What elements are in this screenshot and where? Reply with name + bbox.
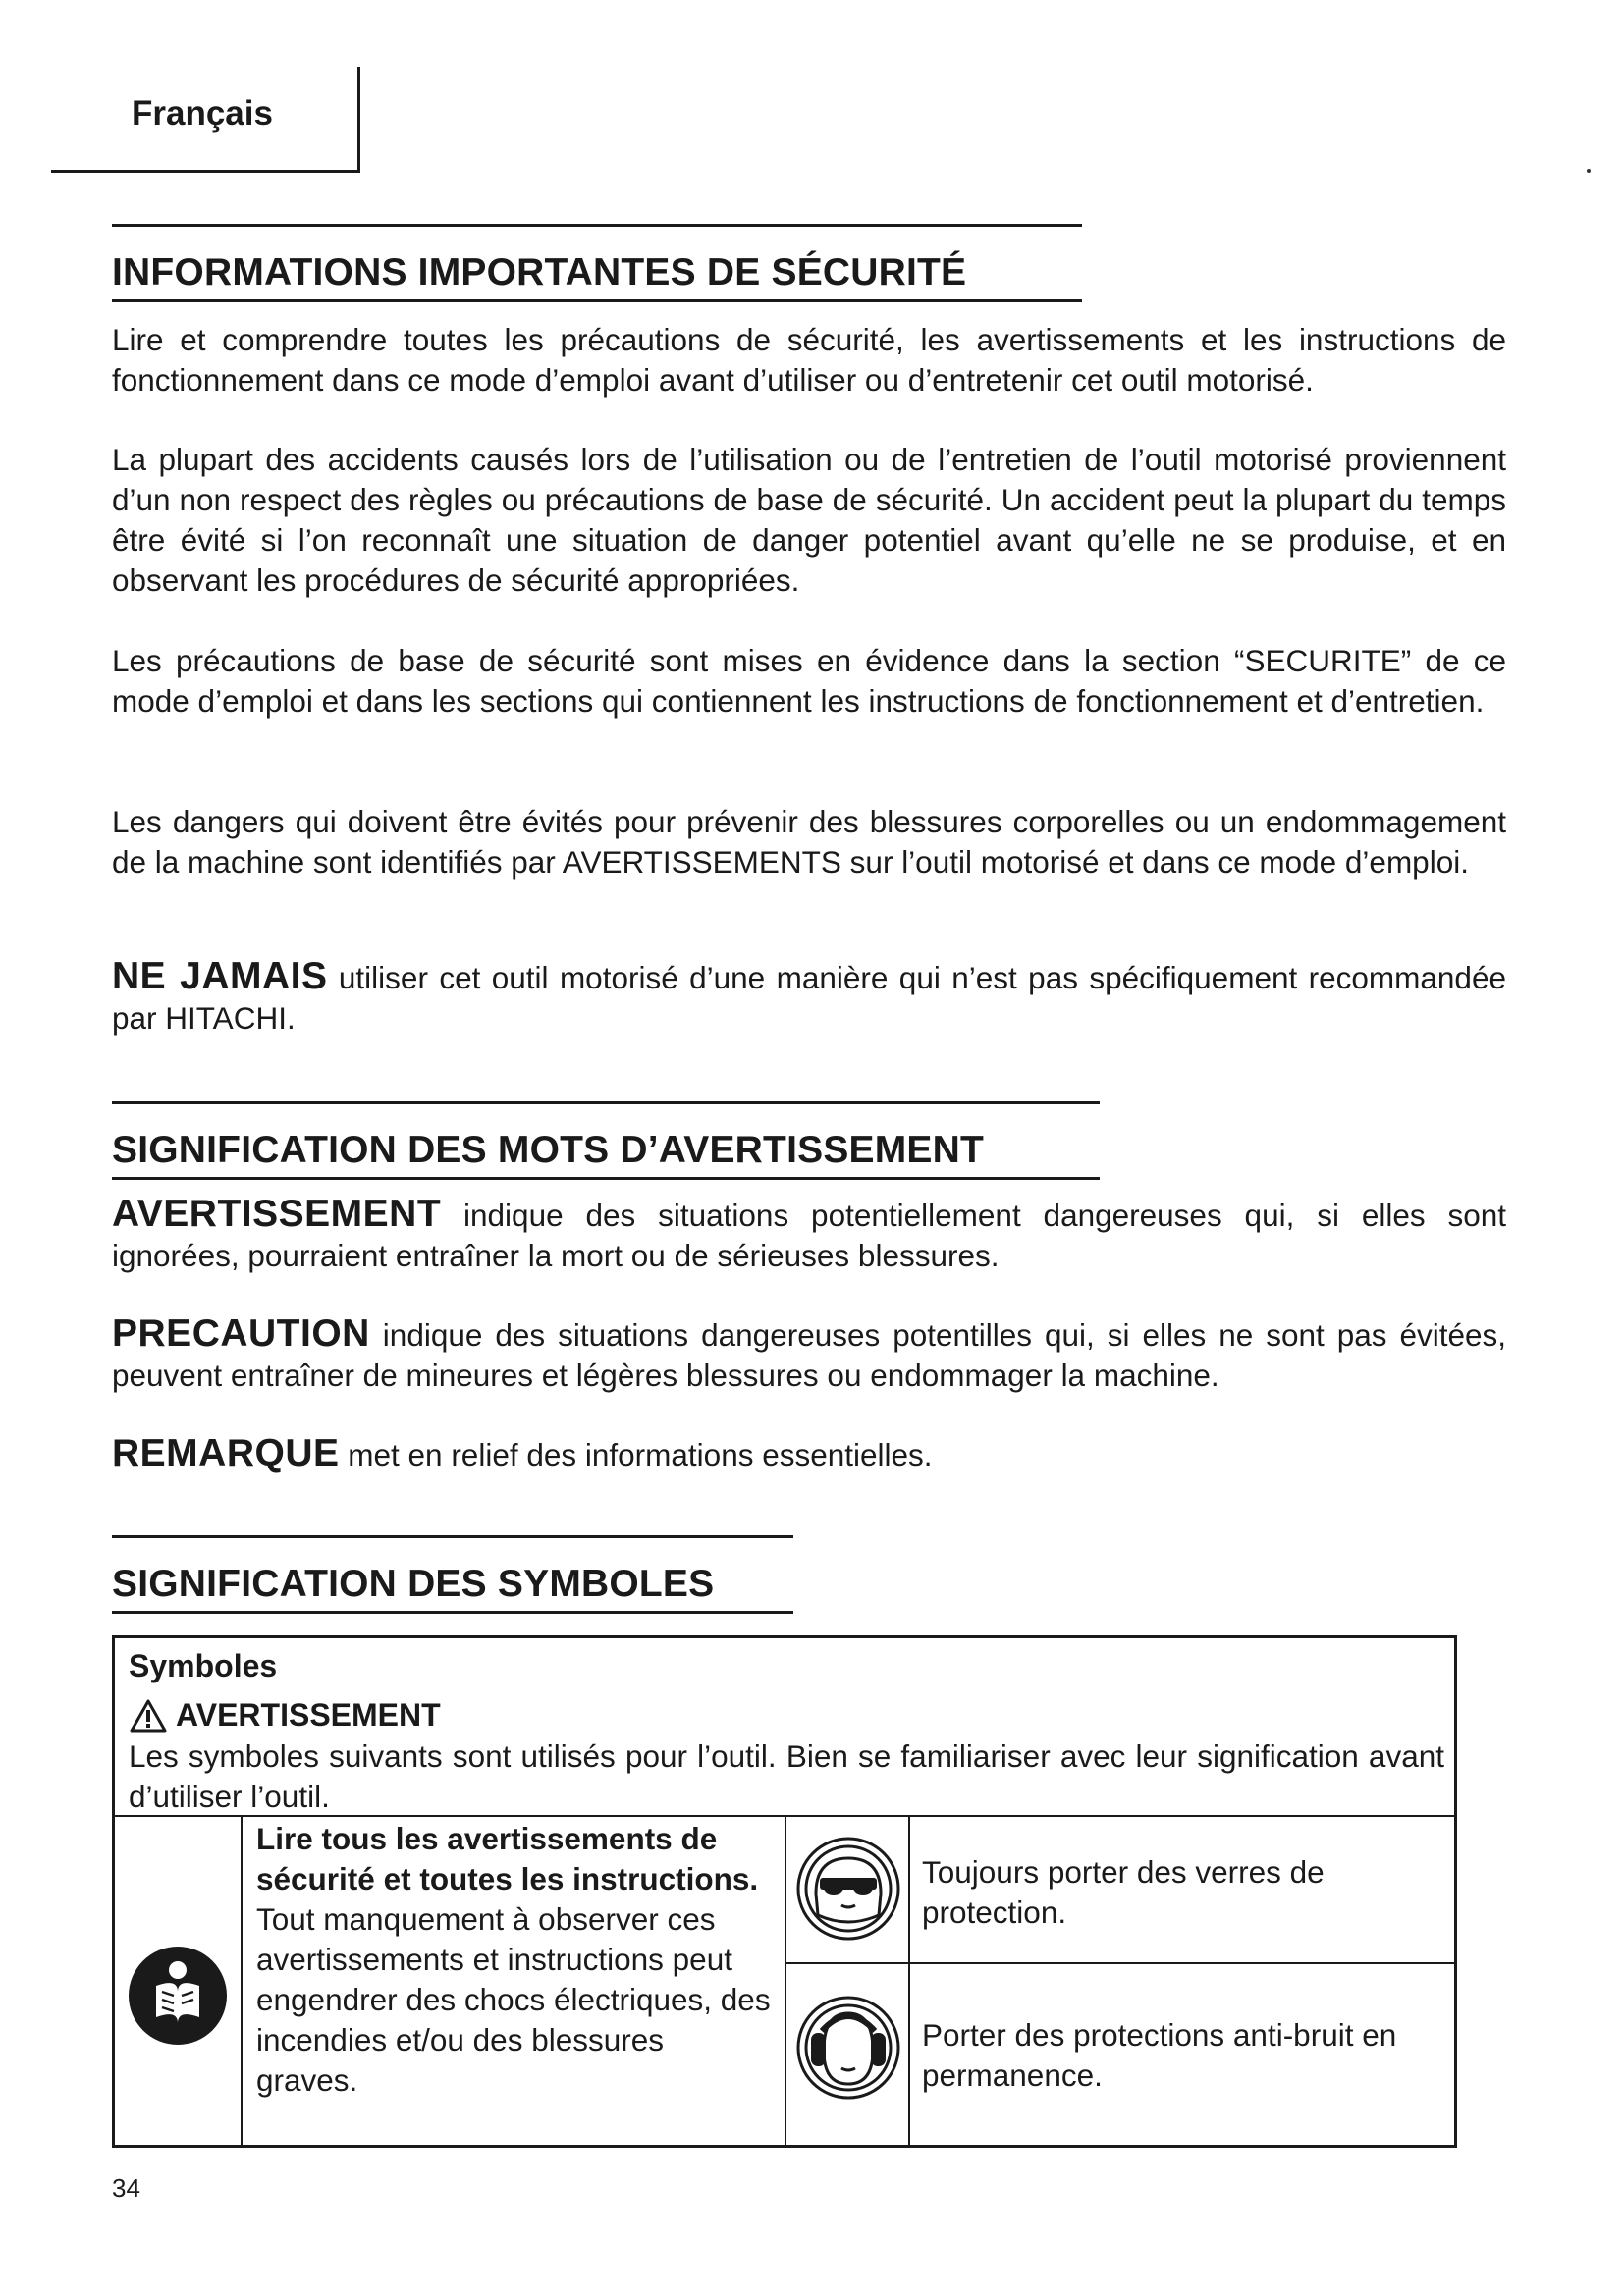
ear-muffs-icon <box>794 1994 902 2102</box>
symbols-warning-heading <box>129 1697 441 1734</box>
warning-word-avertissement <box>112 1194 1506 1276</box>
safety-glasses-icon <box>794 1835 902 1943</box>
language-label: Français <box>132 94 273 133</box>
grid-divider <box>241 1817 243 2147</box>
avertissement-lead: AVERTISSEMENT <box>112 1193 442 1235</box>
symbols-warning-label: AVERTISSEMENT <box>176 1697 441 1733</box>
page-number: 34 <box>112 2173 140 2203</box>
remarque-lead: REMARQUE <box>112 1432 340 1474</box>
grid-divider <box>785 1962 1454 1964</box>
symbols-box-title: Symboles <box>129 1648 278 1683</box>
section-title-warning-words: SIGNIFICATION DES MOTS D’AVERTISSEMENT <box>112 1101 1100 1180</box>
precaution-text: indique des situations dangereuses potentilles qui, si elles ne sont pas évitées, peuvent entraîner de mineures et légères blessures ou endommager la machine. <box>112 1317 1506 1393</box>
read-manual-icon <box>127 1945 229 2047</box>
avertissement-text: indique des situations potentiellement dangereuses qui, si elles sont ignorées, pourraient entraîner la mort ou de sérieuses blessures. <box>112 1198 1506 1273</box>
safety-paragraph-2: La plupart des accidents causés lors de l’utilisation ou de l’entretien de l’outil motorisé proviennent d’un non respect des règles ou précautions de base de sécurité. Un accident peut la plupart du temps être évité si l’on reconnaît une situation de danger potentiel avant qu’elle ne se produise, et en observant les procédures de sécurité appropriées. <box>112 442 1506 598</box>
never-text: utiliser cet outil motorisé d’une manière qui n’est pas spécifiquement recommandée par HITACHI. <box>112 960 1506 1036</box>
grid-divider <box>785 1817 786 2147</box>
eye-protection-text: Toujours porter des verres de protection. <box>922 1854 1325 1930</box>
symbols-grid <box>115 1815 1454 2147</box>
safety-paragraph-3: Les précautions de base de sécurité sont mises en évidence dans la section “SECURITE” de ce mode d’emploi et dans les sections qui contiennent les instructions de fonctionnement et d’entretien. <box>112 643 1506 719</box>
language-tab <box>51 67 360 173</box>
page-mark <box>1587 169 1591 173</box>
ear-protection-text: Porter des protections anti-bruit en permanence. <box>922 2017 1397 2093</box>
read-manual-bold: Lire tous les avertissements de sécurité et toutes les instructions. <box>256 1821 759 1896</box>
safety-paragraph-never <box>112 956 1506 1039</box>
warning-word-precaution <box>112 1313 1506 1396</box>
precaution-lead: PRECAUTION <box>112 1312 370 1355</box>
safety-paragraph-4: Les dangers qui doivent être évités pour prévenir des blessures corporelles ou un endommagement de la machine sont identifiés par AVERTISSEMENTS sur l’outil motorisé et dans ce mode d’emploi. <box>112 804 1506 880</box>
read-manual-description: Tout manquement à observer ces avertissements et instructions peut engendrer des chocs électriques, des incendies et/ou des blessures graves. <box>256 1901 771 2098</box>
grid-divider <box>908 1817 910 2147</box>
safety-paragraph-1: Lire et comprendre toutes les précautions de sécurité, les avertissements et les instructions de fonctionnement dans ce mode d’emploi avant d’utiliser ou d’entretenir cet outil motorisé. <box>112 322 1506 398</box>
symbols-intro: Les symboles suivants sont utilisés pour l’outil. Bien se familiariser avec leur signification avant d’utiliser l’outil. <box>129 1738 1444 1814</box>
section-title-safety: INFORMATIONS IMPORTANTES DE SÉCURITÉ <box>112 224 1082 302</box>
warning-word-remarque <box>112 1433 1506 1475</box>
symbols-table <box>112 1635 1457 2148</box>
never-lead: NE JAMAIS <box>112 955 328 997</box>
remarque-text: met en relief des informations essentielles. <box>339 1437 933 1472</box>
read-manual-text <box>256 1819 771 2101</box>
warning-triangle-icon <box>129 1698 168 1734</box>
section-title-symbols: SIGNIFICATION DES SYMBOLES <box>112 1535 793 1614</box>
